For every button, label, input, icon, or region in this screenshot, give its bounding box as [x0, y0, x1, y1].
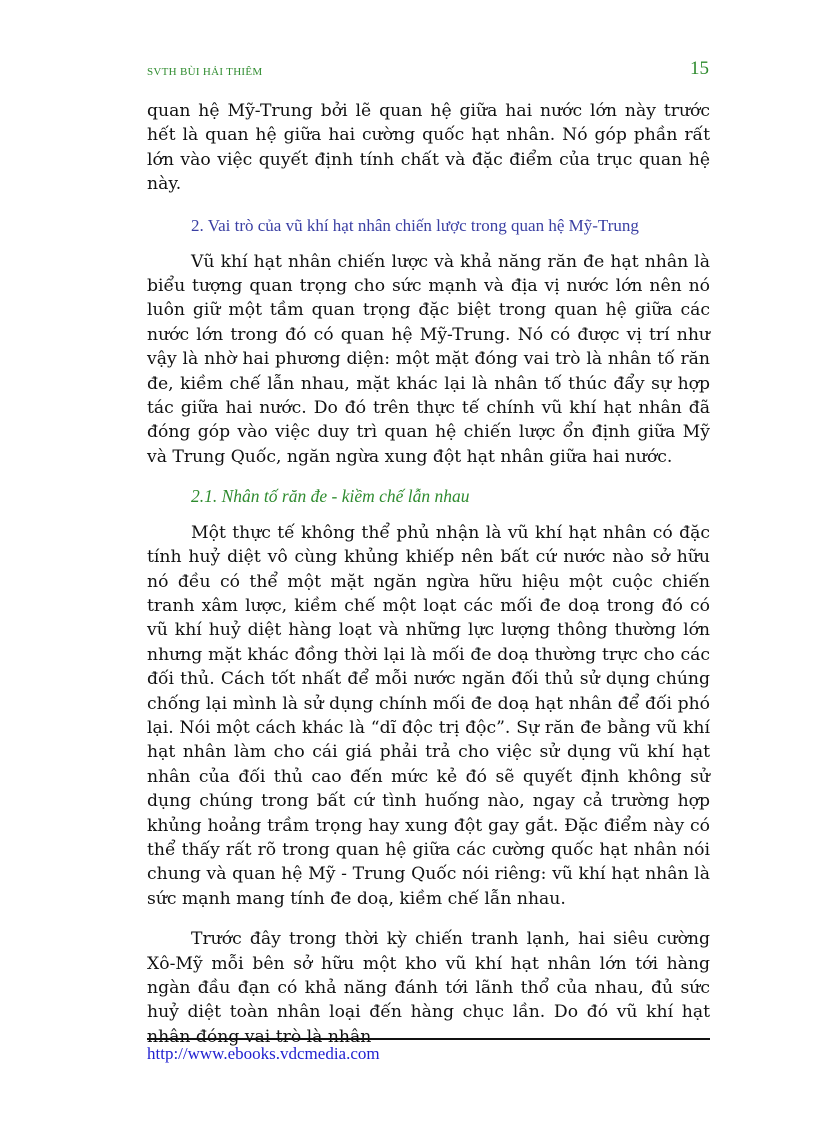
header-author: SVTH BÙI HẢI THIÊM [147, 66, 263, 78]
footer-url-link[interactable]: http://www.ebooks.vdcmedia.com [147, 1044, 380, 1063]
paragraph-2: Vũ khí hạt nhân chiến lược và khả năng răn đe hạt nhân là biểu tượng quan trọng cho sức mạnh và địa vị nước lớn nên nó luôn giữ một tầm quan trọng đặc biệt trong quan hệ giữa các nước lớn trong đó có quan hệ Mỹ-Trung. Nó có được vị trí như vậy là nhờ hai phương diện: một mặt đóng vai trò là nhân tố răn đe, kiềm chế lẫn nhau, mặt khác lại là nhân tố thúc đẩy sự hợp tác giữa hai nước. Do đó trên thực tế chính vũ khí hạt nhân đã đóng góp vào việc duy trì quan hệ chiến lược ổn định giữa Mỹ và Trung Quốc, ngăn ngừa xung đột hạt nhân giữa hai nước. [147, 251, 710, 467]
page-number: 15 [690, 58, 709, 79]
paragraph-4: Trước đây trong thời kỳ chiến tranh lạnh, hai siêu cường Xô-Mỹ mỗi bên sở hữu một kho vũ khí hạt nhân lớn tới hàng ngàn đầu đạn có khả năng đánh tới lãnh thổ của nhau, đủ sức huỷ diệt toàn nhân loại đến hàng chục lần. Do đó vũ khí hạt nhân đóng vai trò là nhân [147, 929, 710, 1047]
footer-divider [147, 1038, 710, 1040]
section-heading-2: 2. Vai trò của vũ khí hạt nhân chiến lược trong quan hệ Mỹ-Trung [191, 215, 639, 235]
paragraph-3: Một thực tế không thể phủ nhận là vũ khí hạt nhân có đặc tính huỷ diệt vô cùng khủng khiếp nên bất cứ nước nào sở hữu nó đều có thể một mặt ngăn ngừa hữu hiệu một cuộc chiến tranh xâm lược, kiềm chế một loạt các mối đe doạ trong đó có vũ khí huỷ diệt hàng loạt và những lực lượng thông thường lớn nhưng mặt khác đồng thời lại là mối đe doạ thường trực cho các đối thủ. Cách tốt nhất để mỗi nước ngăn đối thủ sử dụng chúng chống lại mình là sử dụng chính mối đe doạ hạt nhân để đối phó lại. Nói một cách khác là “dĩ độc trị độc”. Sự răn đe bằng vũ khí hạt nhân làm cho cái giá phải trả cho việc sử dụng vũ khí hạt nhân của đối thủ cao đến mức kẻ đó sẽ quyết định không sử dụng chúng trong bất cứ tình huống nào, ngay cả trường hợp khủng hoảng trầm trọng hay xung đột gay gắt. Đặc điểm này có thể thấy rất rõ trong quan hệ giữa các cường quốc hạt nhân nói chung và quan hệ Mỹ - Trung Quốc nói riêng: vũ khí hạt nhân là sức mạnh mang tính đe doạ, kiềm chế lẫn nhau. [147, 522, 710, 909]
paragraph-intro: quan hệ Mỹ-Trung bởi lẽ quan hệ giữa hai nước lớn này trước hết là quan hệ giữa hai cường quốc hạt nhân. Nó góp phần rất lớn vào việc quyết định tính chất và đặc điểm của trục quan hệ này. [147, 101, 710, 195]
paragraph-gap [147, 911, 710, 927]
page-content [147, 99, 710, 1049]
subsection-heading-2-1: 2.1. Nhân tố răn đe - kiềm chế lẫn nhau [191, 486, 470, 507]
